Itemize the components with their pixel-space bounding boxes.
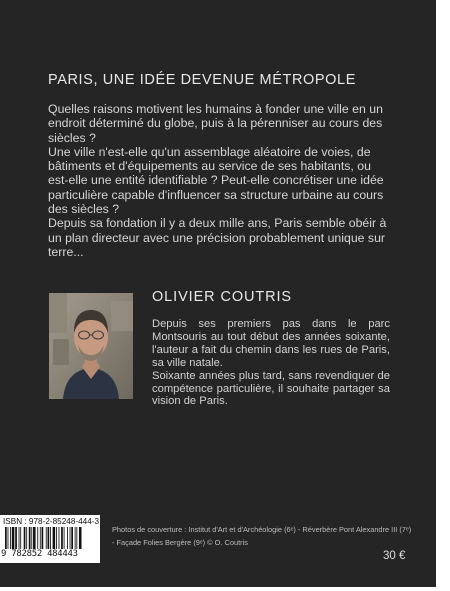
credits-line: Photos de couverture : Institut d'Art et d'Archéologie (6ᵉ) - Réverbère Pont Alexandre III (7ᵉ) xyxy=(112,525,412,534)
price: 30 € xyxy=(383,550,406,562)
blurb-paragraph: Quelles raisons motivent les humains à fonder une ville en un endroit déterminé du globe, puis à la pérenniser au cours des siècles ? xyxy=(48,102,383,145)
author-bio xyxy=(152,318,390,408)
credits-line: - Façade Folies Bergère (9ᵉ) © O. Coutris xyxy=(112,538,248,547)
blurb-paragraph: Depuis sa fondation il y a deux mille ans, Paris semble obéir à un plan directeur avec une précision probablement unique sur terre... xyxy=(48,216,387,259)
bio-paragraph: Soixante années plus tard, sans revendiquer de compétence particulière, il souhaite partager sa vision de Paris. xyxy=(152,369,390,408)
photo-credits xyxy=(112,523,412,549)
author-photo xyxy=(49,293,133,399)
author-name: OLIVIER COUTRIS xyxy=(152,289,292,305)
isbn-number: ISBN : 978-2-85248-444-3 xyxy=(3,517,100,526)
isbn-barcode xyxy=(0,515,100,563)
barcode-icon xyxy=(0,527,100,551)
ean-digits: 9 782852 484443 xyxy=(1,549,99,559)
blurb-paragraph: Une ville n'est-elle qu'un assemblage aléatoire de voies, de bâtiments et d'équipements au service de ses habitants, ou est-elle une entité identifiable ? Peut-elle concrétiser une idée particulière capable d'influencer sa structure urbaine au cours des siècles ? xyxy=(48,144,384,217)
book-title: PARIS, UNE IDÉE DEVENUE MÉTROPOLE xyxy=(48,72,356,88)
author-portrait-illustration xyxy=(49,293,133,399)
blurb xyxy=(48,102,392,259)
bio-paragraph: Depuis ses premiers pas dans le parc Montsouris au tout début des années soixante, l'auteur a fait du chemin dans les rues de Paris, sa ville natale. xyxy=(152,318,390,369)
